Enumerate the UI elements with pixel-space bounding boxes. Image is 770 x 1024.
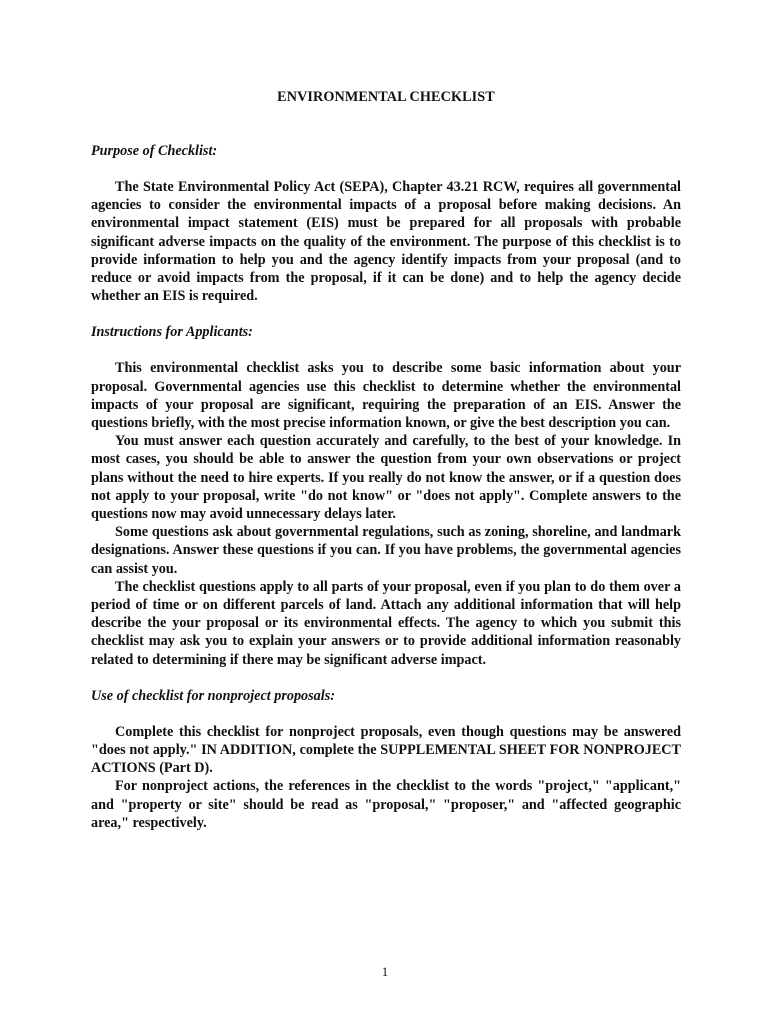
purpose-paragraph: The State Environmental Policy Act (SEPA), Chapter 43.21 RCW, requires all governmental agencies to consider the environmental impacts of a proposal before making decisions. An environmental impact statement (EIS) must be prepared for all proposals with probable significant adverse impacts on the quality of the environment. The purpose of this checklist is to provide information to help you and the agency identify impacts from your proposal (and to reduce or avoid impacts from the proposal, if it can be done) and to help the agency decide whether an EIS is required. xyxy=(91,179,681,305)
nonproject-heading: Use of checklist for nonproject proposals: xyxy=(91,687,335,704)
document-title: ENVIRONMENTAL CHECKLIST xyxy=(277,89,495,105)
nonproject-paragraph: Complete this checklist for nonproject proposals, even though questions may be answered "does not apply." IN ADDITION, complete the SUPPLEMENTAL SHEET FOR NONPROJECT ACTIONS (Part D). xyxy=(91,723,681,777)
instructions-paragraph: The checklist questions apply to all parts of your proposal, even if you plan to do them over a period of time or on different parcels of land. Attach any additional information that will help describe the your proposal or its environmental effects. The agency to which you submit this checklist may ask you to explain your answers or to provide additional information reasonably related to determining if there may be significant adverse impact. xyxy=(91,578,681,668)
instructions-paragraph: You must answer each question accurately and carefully, to the best of your knowledge. In most cases, you should be able to answer the question from your own observations or project plans without the need to hire experts. If you really do not know the answer, or if a question does not apply to your proposal, write "do not know" or "does not apply". Complete answers to the questions now may avoid unnecessary delays later. xyxy=(91,433,681,523)
instructions-heading: Instructions for Applicants: xyxy=(91,324,253,341)
purpose-section xyxy=(91,142,681,305)
document-page xyxy=(91,88,681,832)
purpose-heading: Purpose of Checklist: xyxy=(91,143,218,159)
page-number: 1 xyxy=(381,964,389,979)
instructions-section xyxy=(91,323,681,668)
nonproject-paragraph: For nonproject actions, the references in the checklist to the words "project," "applicant," and "property or site" should be read as "proposal," "proposer," and "affected geographic area," respectively. xyxy=(91,778,681,831)
nonproject-section xyxy=(91,687,681,832)
instructions-paragraph: This environmental checklist asks you to describe some basic information about your proposal. Governmental agencies use this checklist to determine whether the environmental impacts of your proposal are significant, requiring the preparation of an EIS. Answer the questions briefly, with the most precise information known, or give the best description you can. xyxy=(91,360,681,432)
instructions-paragraph: Some questions ask about governmental regulations, such as zoning, shoreline, and landmark designations. Answer these questions if you can. If you have problems, the governmental agencies can assist you. xyxy=(91,524,681,577)
